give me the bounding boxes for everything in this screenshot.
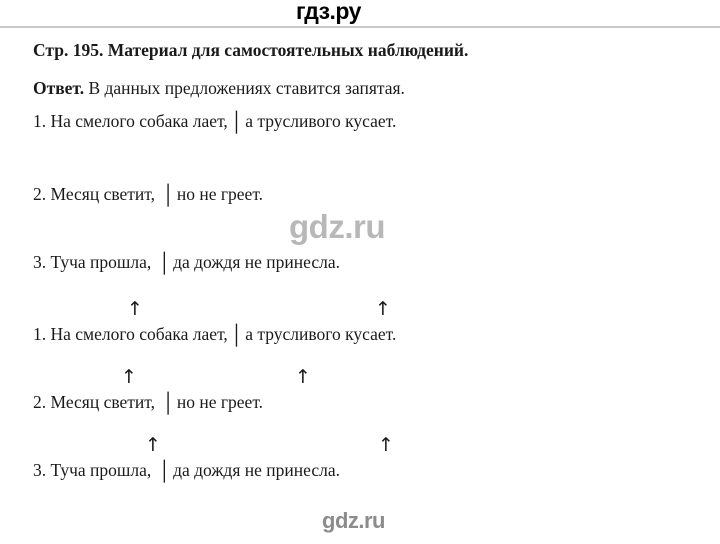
sentence-3 xyxy=(33,251,693,274)
up-arrow-icon: ↑ xyxy=(378,434,394,456)
sentence-1-after: а трусливого кусает. xyxy=(245,110,397,131)
annotated-2-separator: │ xyxy=(161,393,175,414)
annotated-3-after: да дождя не принесла. xyxy=(173,460,340,480)
up-arrow-icon: ↑ xyxy=(121,366,137,388)
annotated-text-3 xyxy=(33,460,340,481)
annotated-text-2 xyxy=(33,392,263,413)
sentence-1-number: 1. xyxy=(33,110,47,131)
annotated-1-separator: │ xyxy=(229,325,244,346)
annotated-1-number: 1. xyxy=(33,324,47,344)
annotated-1-before: На смелого собака лает, xyxy=(50,324,228,344)
annotated-3-before: Туча прошла, xyxy=(50,460,152,480)
annotated-3-number: 3. xyxy=(33,460,47,480)
sentence-3-number: 3. xyxy=(33,252,47,273)
answer-label: Ответ. xyxy=(33,78,85,98)
annotated-2-before: Месяц светит, xyxy=(50,392,156,412)
up-arrow-icon: ↑ xyxy=(295,366,311,388)
annotated-row-3 xyxy=(33,436,693,504)
annotated-row-2 xyxy=(33,368,693,436)
up-arrow-icon: ↑ xyxy=(145,434,161,456)
answer-line xyxy=(33,77,693,100)
site-logo[interactable]: гдз.ру xyxy=(296,0,361,24)
sentence-2-after: но не греет. xyxy=(176,183,264,204)
sentence-3-after: да дождя не принесла. xyxy=(173,252,340,273)
sentence-1 xyxy=(33,110,693,133)
sentence-2-number: 2. xyxy=(33,183,47,204)
annotated-1-after: а трусливого кусает. xyxy=(245,324,397,344)
sentence-3-before: Туча прошла, xyxy=(50,252,152,273)
sentence-1-separator: │ xyxy=(229,111,244,133)
site-header xyxy=(0,0,720,28)
annotated-3-separator: │ xyxy=(157,461,172,482)
page-title: Стр. 195. Материал для самостоятельных наблюдений. xyxy=(33,40,469,60)
sentence-2-before: Месяц светит, xyxy=(50,183,156,204)
sentence-3-separator: │ xyxy=(157,253,172,275)
up-arrow-icon: ↑ xyxy=(375,298,391,320)
annotated-text-1 xyxy=(33,324,396,345)
watermark-middle: gdz.ru xyxy=(289,208,385,245)
watermark-bottom: gdz.ru xyxy=(322,508,385,533)
annotated-row-1 xyxy=(33,300,693,368)
sentence-2-separator: │ xyxy=(161,184,175,206)
sentence-1-before: На смелого собака лает, xyxy=(50,110,228,131)
answer-text: В данных предложениях ставится запятая. xyxy=(88,78,405,98)
annotated-2-number: 2. xyxy=(33,392,47,412)
document-content xyxy=(33,40,693,320)
sentence-2 xyxy=(33,183,693,206)
up-arrow-icon: ↑ xyxy=(127,298,143,320)
annotated-2-after: но не греет. xyxy=(176,392,264,412)
annotated-sentences xyxy=(33,300,693,504)
